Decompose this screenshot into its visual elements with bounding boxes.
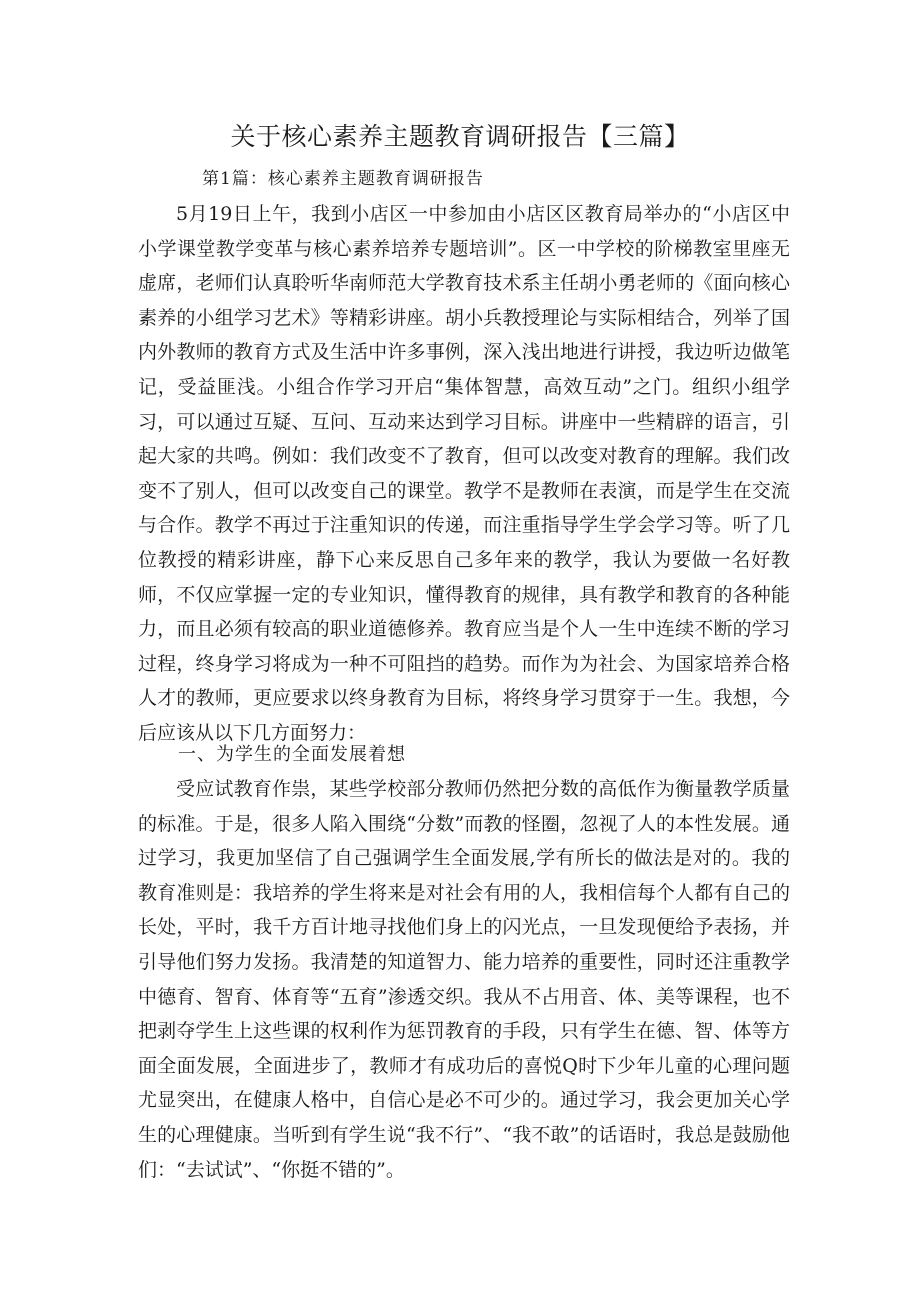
document-title: 关于核心素养主题教育调研报告【三篇】 [230, 122, 690, 151]
paragraph-whole-development: 受应试教育作祟，某些学校部分教师仍然把分数的高低作为衡量教学质量的标准。于是，很多人陷入围绕“分数”而教的怪圈，忽视了人的本性发展。通过学习，我更加坚信了自己强调学生全面发展,学有所长的做法是对的。我的教育准则是：我培养的学生将来是对社会有用的人，我相信每个人都有自己的长处，平时，我千方百计地寻找他们身上的闪光点，一旦发现便给予表扬，并引导他们努力发扬。我清楚的知道智力、能力培养的重要性，同时还注重教学中德育、智育、体育等“五育”渗透交织。我从不占用音、体、美等课程，也不把剥夺学生上这些课的权利作为惩罚教育的手段，只有学生在德、智、体等方面全面发展，全面进步了，教师才有成功后的喜悦Q时下少年儿童的心理问题尤显突出，在健康人格中，自信心是必不可少的。通过学习，我会更加关心学生的心理健康。当听到有学生说“我不行”、“我不敢”的话语时，我总是鼓励他们：“去试试”、“你挺不错的”。 [138, 778, 790, 1181]
section-title: 第1篇：核心素养主题教育调研报告 [202, 169, 484, 189]
heading-whole-development: 一、为学生的全面发展着想 [178, 744, 406, 765]
paragraph-intro: 5月19日上午，我到小店区一中参加由小店区区教育局举办的“小店区中小学课堂教学变革与核心素养培养专题培训”。区一中学校的阶梯教室里座无虚席，老师们认真聆听华南师范大学教育技术系主任胡小勇老师的《面向核心素养的小组学习艺术》等精彩讲座。胡小兵教授理论与实际相结合，列举了国内外教师的教育方式及生活中许多事例，深入浅出地进行讲授，我边听边做笔记，受益匪浅。小组合作学习开启“集体智慧，高效互动”之门。组织小组学习，可以通过互疑、互问、互动来达到学习目标。讲座中一些精辟的语言，引起大家的共鸣。例如：我们改变不了教育，但可以改变对教育的理解。我们改变不了别人，但可以改变自己的课堂。教学不是教师在表演，而是学生在交流与合作。教学不再过于注重知识的传递，而注重指导学生学会学习等。听了几位教授的精彩讲座，静下心来反思自己多年来的教学，我认为要做一名好教师，不仅应掌握一定的专业知识，懂得教育的规律，具有教学和教育的各种能力，而且必须有较高的职业道德修养。教育应当是个人一生中连续不断的学习过程，终身学习将成为一种不可阻挡的趋势。而作为为社会、为国家培养合格人才的教师，更应要求以终身教育为目标，将终身学习贯穿于一生。我想，今后应该从以下几方面努力： [138, 203, 790, 744]
